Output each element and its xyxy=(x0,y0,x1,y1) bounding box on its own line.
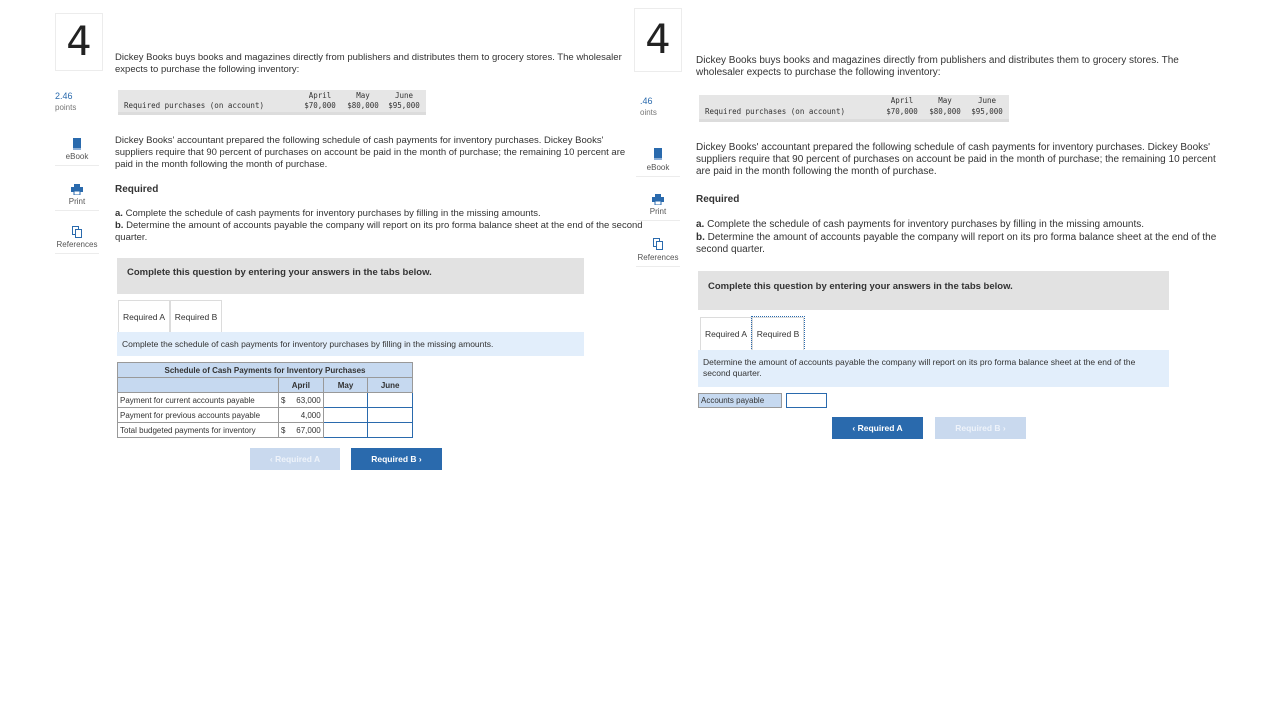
inv-row-label: Required purchases (on account) xyxy=(705,107,845,116)
inv-month-may: May xyxy=(938,96,952,105)
schedule-description: Dickey Books' accountant prepared the following schedule of cash payments for inventory purchases. Dickey Books' suppliers require that 90 percent of purchases on account be paid in the month of purchase; the remaining 10 percent are paid in the month following the month of purchase. xyxy=(115,135,626,170)
answer-banner: Complete this question by entering your answers in the tabs below. xyxy=(117,258,584,294)
inv-month-april: April xyxy=(308,91,332,100)
inv-month-june: June xyxy=(394,91,414,100)
inv-month-april: April xyxy=(890,96,914,105)
requirement-b-letter: b. xyxy=(696,232,705,243)
answer-banner: Complete this question by entering your answers in the tabs below. xyxy=(698,271,1169,310)
accounts-payable-label: Accounts payable xyxy=(698,393,782,408)
question-number: 4 xyxy=(55,13,103,71)
inv-month-may: May xyxy=(356,91,370,100)
schedule-title: Schedule of Cash Payments for Inventory Purchases xyxy=(118,363,413,378)
schedule-description: Dickey Books' accountant prepared the following schedule of cash payments for inventory purchases. Dickey Books' suppliers require that 90 percent of purchases on account be paid in the month of purchase; the remaining 10 percent are paid in the month following the month of purchase. xyxy=(696,142,1216,177)
required-heading: Required xyxy=(696,194,740,205)
col-june: June xyxy=(368,378,413,393)
accounts-payable-input[interactable] xyxy=(786,393,827,408)
document-copy-icon xyxy=(72,226,82,238)
tab-required-a[interactable]: Required A xyxy=(700,317,752,351)
next-required-b-button[interactable]: Required B › xyxy=(351,448,442,470)
table-row xyxy=(118,408,413,423)
references-label: References xyxy=(637,253,679,262)
requirement-b-letter: b. xyxy=(115,220,124,231)
printer-icon xyxy=(71,184,83,195)
april-current-value: $ 63,000 xyxy=(278,393,323,408)
april-previous-value: 4,000 xyxy=(278,408,323,423)
april-total-value: $ 67,000 xyxy=(278,423,323,438)
inventory-table xyxy=(699,95,1009,122)
inv-value-may: $80,000 xyxy=(929,107,961,116)
references-label: References xyxy=(56,240,98,249)
points-value: 2.46 xyxy=(55,91,73,101)
prev-required-a-button[interactable]: ‹ Required A xyxy=(250,448,340,470)
ebook-label: eBook xyxy=(65,152,89,161)
row-label: Total budgeted payments for inventory xyxy=(118,423,279,438)
may-total-input[interactable] xyxy=(323,423,368,438)
references-button[interactable] xyxy=(636,237,680,267)
requirement-a-text: Complete the schedule of cash payments for inventory purchases by filling in the missing amounts. xyxy=(707,219,1145,230)
next-required-b-button[interactable]: Required B › xyxy=(935,417,1026,439)
problem-intro: Dickey Books buys books and magazines directly from publishers and distributes them to grocery stores. The wholesaler expects to purchase the following inventory: xyxy=(115,52,622,75)
inv-month-june: June xyxy=(977,96,997,105)
document-copy-icon xyxy=(653,237,663,251)
book-icon xyxy=(653,147,663,161)
print-button[interactable] xyxy=(636,194,680,221)
requirement-b-text: Determine the amount of accounts payable the company will report on its pro forma balance sheet at the end of the second quarter. xyxy=(696,232,1217,255)
tab-required-a[interactable]: Required A xyxy=(118,300,170,333)
inv-value-june: $95,000 xyxy=(388,101,420,110)
schedule-corner xyxy=(118,378,279,393)
june-previous-input[interactable] xyxy=(368,408,413,423)
printer-icon xyxy=(652,194,664,205)
tab-a-instruction: Complete the schedule of cash payments for inventory purchases by filling in the missing amounts. xyxy=(117,332,584,356)
points-value: .46 xyxy=(640,96,653,106)
requirement-a-letter: a. xyxy=(696,219,705,230)
requirement-a-letter: a. xyxy=(115,208,123,219)
tab-b-instruction: Determine the amount of accounts payable the company will report on its pro forma balance sheet at the end of the second quarter. xyxy=(698,350,1169,387)
inventory-table xyxy=(118,90,426,115)
requirement-b xyxy=(115,220,645,244)
print-label: Print xyxy=(68,197,86,206)
problem-intro: Dickey Books buys books and magazines directly from publishers and distributes them to grocery stores. The wholesaler expects to purchase the following inventory: xyxy=(696,55,1179,78)
inv-value-april: $70,000 xyxy=(886,107,918,116)
requirement-a xyxy=(696,219,1236,231)
print-button[interactable] xyxy=(55,184,99,211)
points-label: oints xyxy=(640,108,657,117)
requirement-a xyxy=(115,208,645,220)
print-label: Print xyxy=(649,207,667,216)
tab-required-b[interactable]: Required B xyxy=(170,300,222,334)
ebook-button[interactable] xyxy=(55,138,99,166)
row-label: Payment for current accounts payable xyxy=(118,393,279,408)
table-row xyxy=(118,393,413,408)
inv-value-may: $80,000 xyxy=(347,101,379,110)
points-label: points xyxy=(55,103,77,112)
prev-required-a-button[interactable]: ‹ Required A xyxy=(832,417,923,439)
col-april: April xyxy=(278,378,323,393)
table-row xyxy=(118,423,413,438)
ebook-label: eBook xyxy=(646,163,670,172)
inv-value-june: $95,000 xyxy=(971,107,1003,116)
ebook-button[interactable] xyxy=(636,147,680,177)
tab-required-b[interactable]: Required B xyxy=(752,317,804,350)
row-label: Payment for previous accounts payable xyxy=(118,408,279,423)
question-number: 4 xyxy=(634,8,682,72)
references-button[interactable] xyxy=(55,226,99,254)
col-may: May xyxy=(323,378,368,393)
may-current-input[interactable] xyxy=(323,393,368,408)
june-current-input[interactable] xyxy=(368,393,413,408)
inv-value-april: $70,000 xyxy=(304,101,336,110)
requirement-b xyxy=(696,232,1236,256)
requirement-b-text: Determine the amount of accounts payable the company will report on its pro forma balance sheet at the end of the second quarter. xyxy=(115,220,643,243)
inv-row-label: Required purchases (on account) xyxy=(124,101,264,110)
requirement-a-text: Complete the schedule of cash payments for inventory purchases by filling in the missing amounts. xyxy=(125,208,541,219)
may-previous-input[interactable] xyxy=(323,408,368,423)
cash-payments-schedule xyxy=(117,362,413,438)
book-icon xyxy=(72,138,82,150)
june-total-input[interactable] xyxy=(368,423,413,438)
required-heading: Required xyxy=(115,184,159,195)
